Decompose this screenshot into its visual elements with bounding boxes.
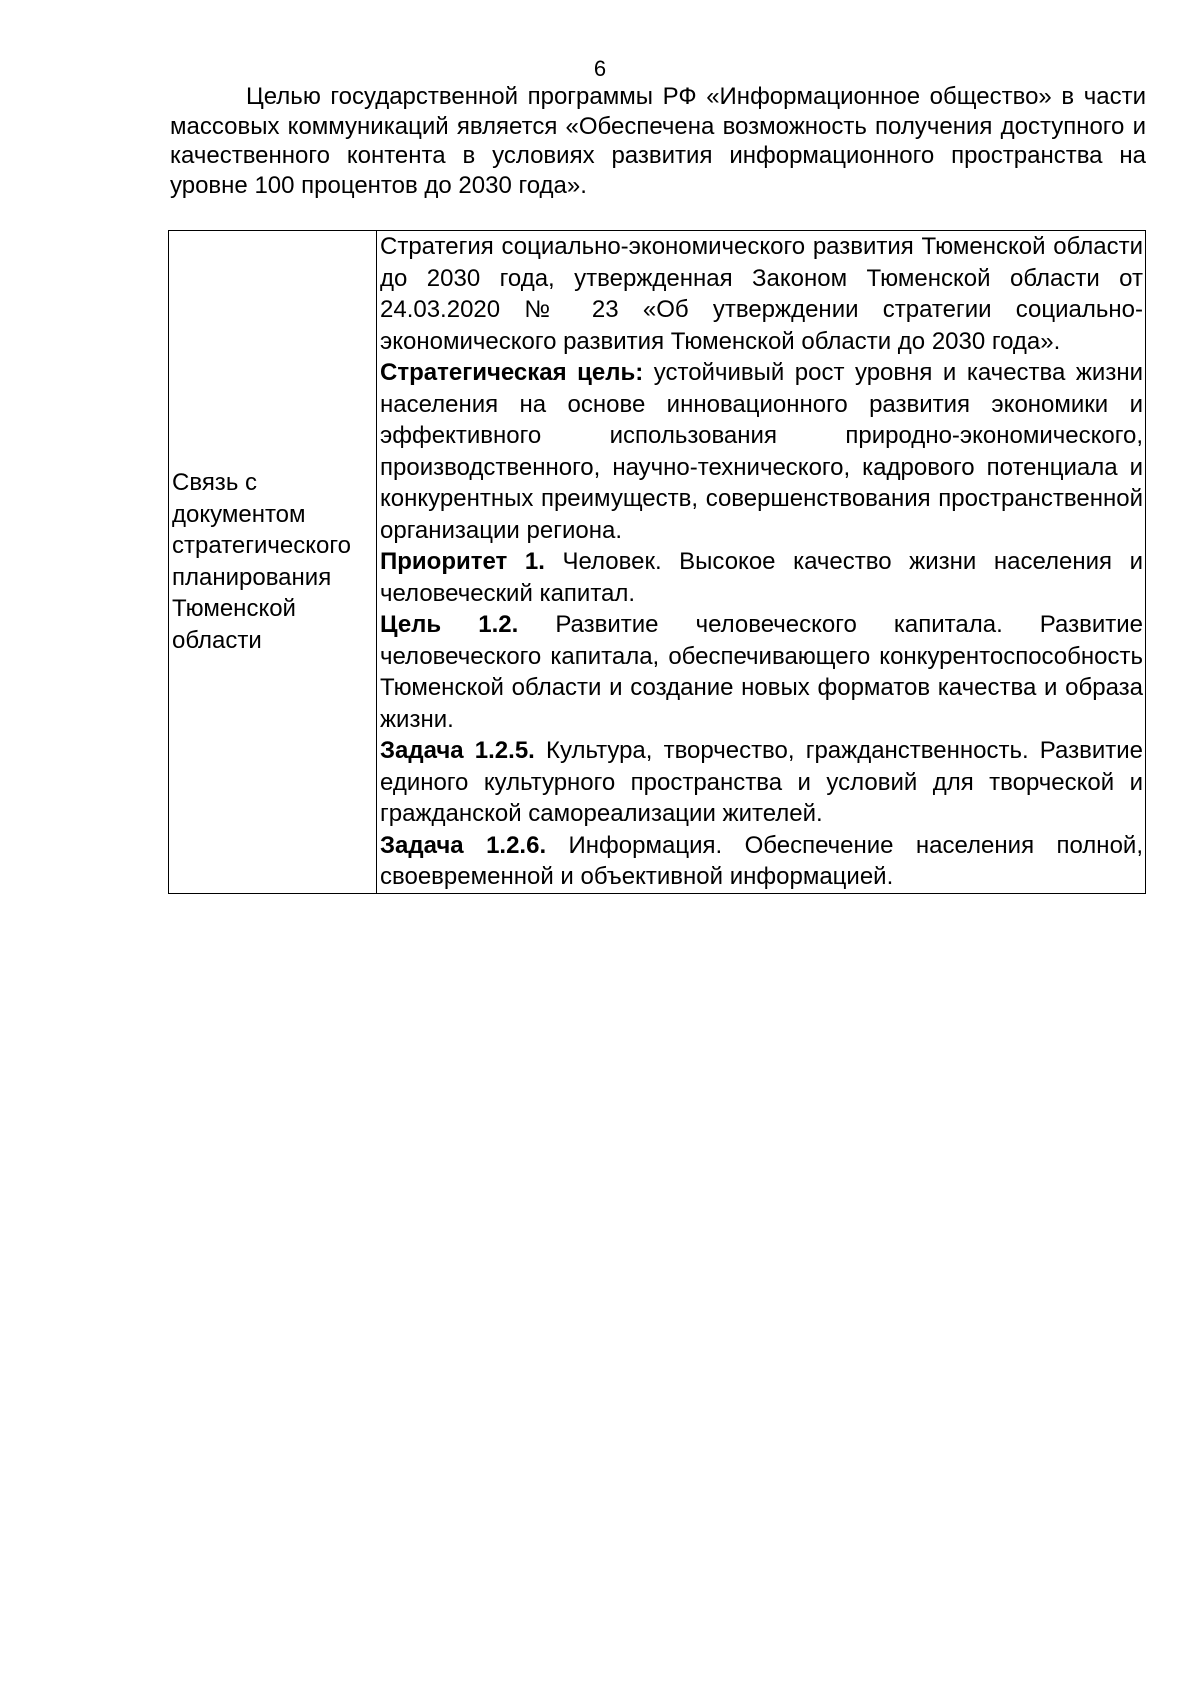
left-cell xyxy=(169,231,377,894)
task-1-2-6-text: Информация. Обеспечение населения полной, своевременной и объективной информацией. xyxy=(380,831,1143,890)
task-1-2-5-label: Задача 1.2.5. xyxy=(380,737,535,764)
strategy-paragraph xyxy=(380,231,1143,357)
left-cell-text: Связь с документом стратегического планирования Тюменской области xyxy=(172,469,351,654)
intro-paragraph: Целью государственной программы РФ «Информационное общество» в части массовых коммуникаций является «Обеспечена возможность получения доступного и качественного контента в условиях развития информационного пространства на уровне 100 процентов до 2030 года». xyxy=(170,83,1146,199)
goal-text: устойчивый рост уровня и качества жизни населения на основе инновационного развития экономики и эффективного использования природно-экономического, производственного, научно-технического, кадрового потенциала и конкурентных преимуществ, совершенствования пространственной организации региона. xyxy=(380,359,1143,544)
right-cell xyxy=(377,231,1146,894)
priority-paragraph xyxy=(380,546,1143,609)
table-row xyxy=(169,231,1146,894)
target-label: Цель 1.2. xyxy=(380,611,519,638)
goal-paragraph xyxy=(380,357,1143,546)
page-number: 6 xyxy=(593,56,607,81)
strategic-link-table xyxy=(168,230,1146,894)
priority-text: Человек. Высокое качество жизни населения и человеческий капитал. xyxy=(380,548,1143,607)
task-1-2-6-label: Задача 1.2.6. xyxy=(380,831,547,859)
target-text: Развитие человеческого капитала. Развитие человеческого капитала, обеспечивающего конкурентоспособность Тюменской области и создание новых форматов качества и образа жизни. xyxy=(380,611,1143,733)
task-1-2-5-paragraph xyxy=(380,735,1143,830)
goal-label: Стратегическая цель: xyxy=(380,359,644,386)
task-1-2-6-paragraph xyxy=(380,830,1143,893)
strategy-text: Стратегия социально-экономического развития Тюменской области до 2030 года, утвержденная Законом Тюменской области от 24.03.2020 № 23 «Об утверждении стратегии социально-экономического развития Тюменской области до 2030 года». xyxy=(380,233,1143,355)
target-paragraph xyxy=(380,609,1143,735)
priority-label: Приоритет 1. xyxy=(380,548,545,575)
task-1-2-5-text: Культура, творчество, гражданственность. Развитие единого культурного пространства и условий для творческой и гражданской самореализации жителей. xyxy=(380,737,1143,827)
